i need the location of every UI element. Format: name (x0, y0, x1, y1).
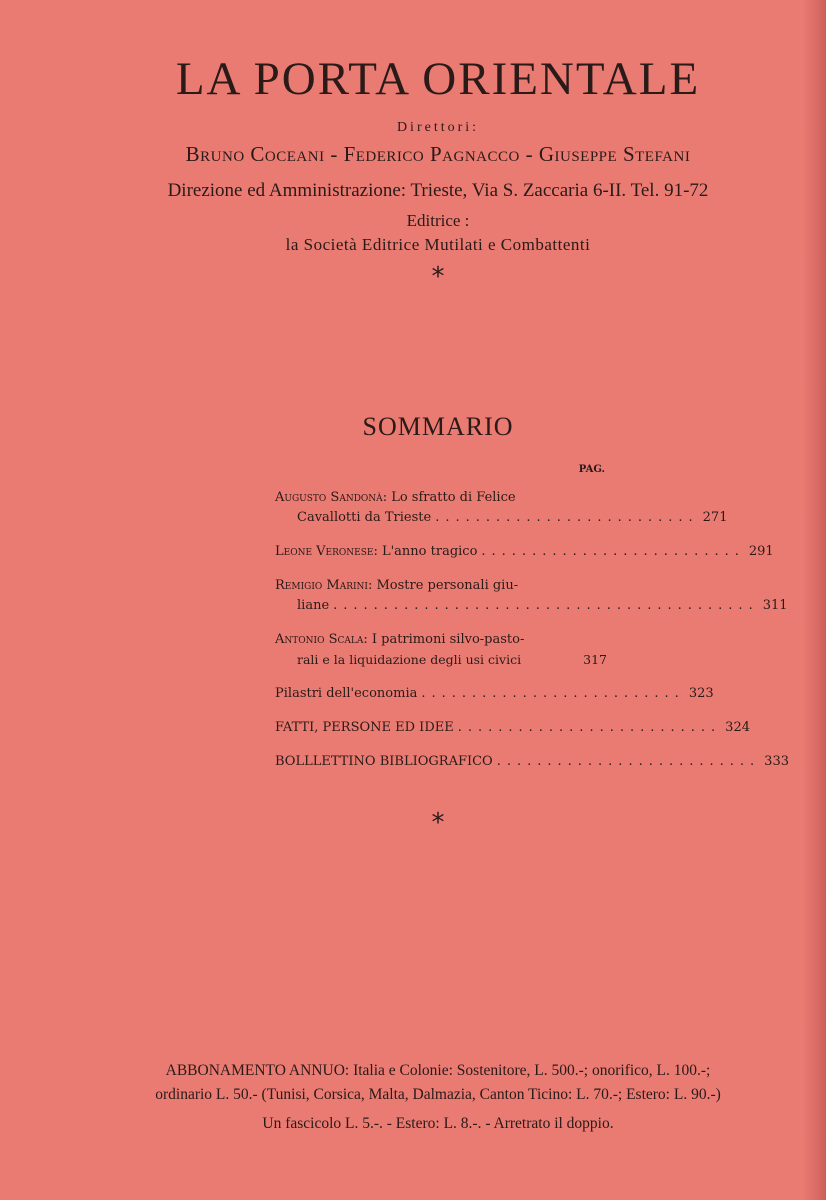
toc-title: BOLLLETTINO BIBLIOGRAFICO (275, 754, 493, 769)
toc-page: 291 (748, 544, 774, 559)
toc-title: liane (297, 598, 330, 613)
toc-page: 317 (583, 652, 607, 667)
journal-title: LA PORTA ORIENTALE (175, 53, 701, 105)
subscription-line-1: ABBONAMENTO ANNUO: Italia e Colonie: Sostenitore, L. 500.-; onorifico, L. 100.-; (165, 1062, 711, 1079)
toc-entry: BOLLLETTINO BIBLIOGRAFICO .......................... 333 (275, 752, 607, 772)
toc-title: : L'anno tragico (373, 544, 478, 559)
toc-entry: Leone Veronese: L'anno tragico .......................... 291 (275, 542, 607, 562)
publisher-label: Editrice : (406, 211, 470, 230)
toc-title: : Lo sfratto di Felice (382, 490, 516, 505)
toc-title: Pilastri dell'economia (275, 686, 418, 701)
page-edge (804, 0, 826, 1200)
toc-title: : I patrimoni silvo-pasto- (363, 632, 525, 647)
toc-entry: Remigio Marini: Mostre personali giu- liane .......................................... 311 (275, 576, 607, 616)
toc-entry (275, 630, 607, 670)
toc-page: 324 (725, 720, 750, 735)
publisher: la Società Editrice Mutilati e Combattenti (285, 235, 591, 254)
table-of-contents (275, 488, 789, 786)
toc-entry: Pilastri dell'economia .......................... 323 (275, 684, 607, 704)
toc-title: Cavallotti da Trieste (297, 510, 432, 525)
toc-title: rali e la liquidazione degli usi civici (297, 652, 522, 667)
toc-page: 333 (764, 754, 789, 769)
toc-author: Leone Veronese (275, 544, 374, 559)
directors-names: Bruno Coceani - Federico Pagnacco - Giuseppe Stefani (185, 142, 691, 166)
toc-author: Augusto Sandonà (275, 490, 383, 505)
toc-author: Remigio Marini (275, 578, 368, 593)
toc-title: FATTI, PERSONE ED IDEE (275, 720, 454, 735)
toc-entry: Augusto Sandonà: Lo sfratto di Felice Cavallotti da Trieste .......................... 271 (275, 488, 607, 528)
page-column-label: PAG. (578, 464, 605, 475)
toc-title: : Mostre personali giu- (367, 578, 519, 593)
asterisk-ornament: * (431, 808, 445, 838)
toc-entry: FATTI, PERSONE ED IDEE .......................... 324 (275, 718, 607, 738)
directors-label: Direttori: (396, 120, 480, 135)
toc-author: Antonio Scala (275, 632, 364, 647)
asterisk-ornament: * (431, 262, 445, 292)
summary-title: SOMMARIO (362, 412, 514, 441)
subscription-line-2: ordinario L. 50.- (Tunisi, Corsica, Malta, Dalmazia, Canton Ticino: L. 70.-; Estero: L. 90.-) (155, 1086, 721, 1103)
address: Direzione ed Amministrazione: Trieste, Via S. Zaccaria 6-II. Tel. 91-72 (167, 180, 709, 201)
toc-page: 323 (688, 686, 714, 701)
toc-page: 311 (762, 598, 788, 613)
toc-page: 271 (702, 510, 728, 525)
subscription-line-3: Un fascicolo L. 5.-. - Estero: L. 8.-. - Arretrato il doppio. (262, 1115, 614, 1132)
